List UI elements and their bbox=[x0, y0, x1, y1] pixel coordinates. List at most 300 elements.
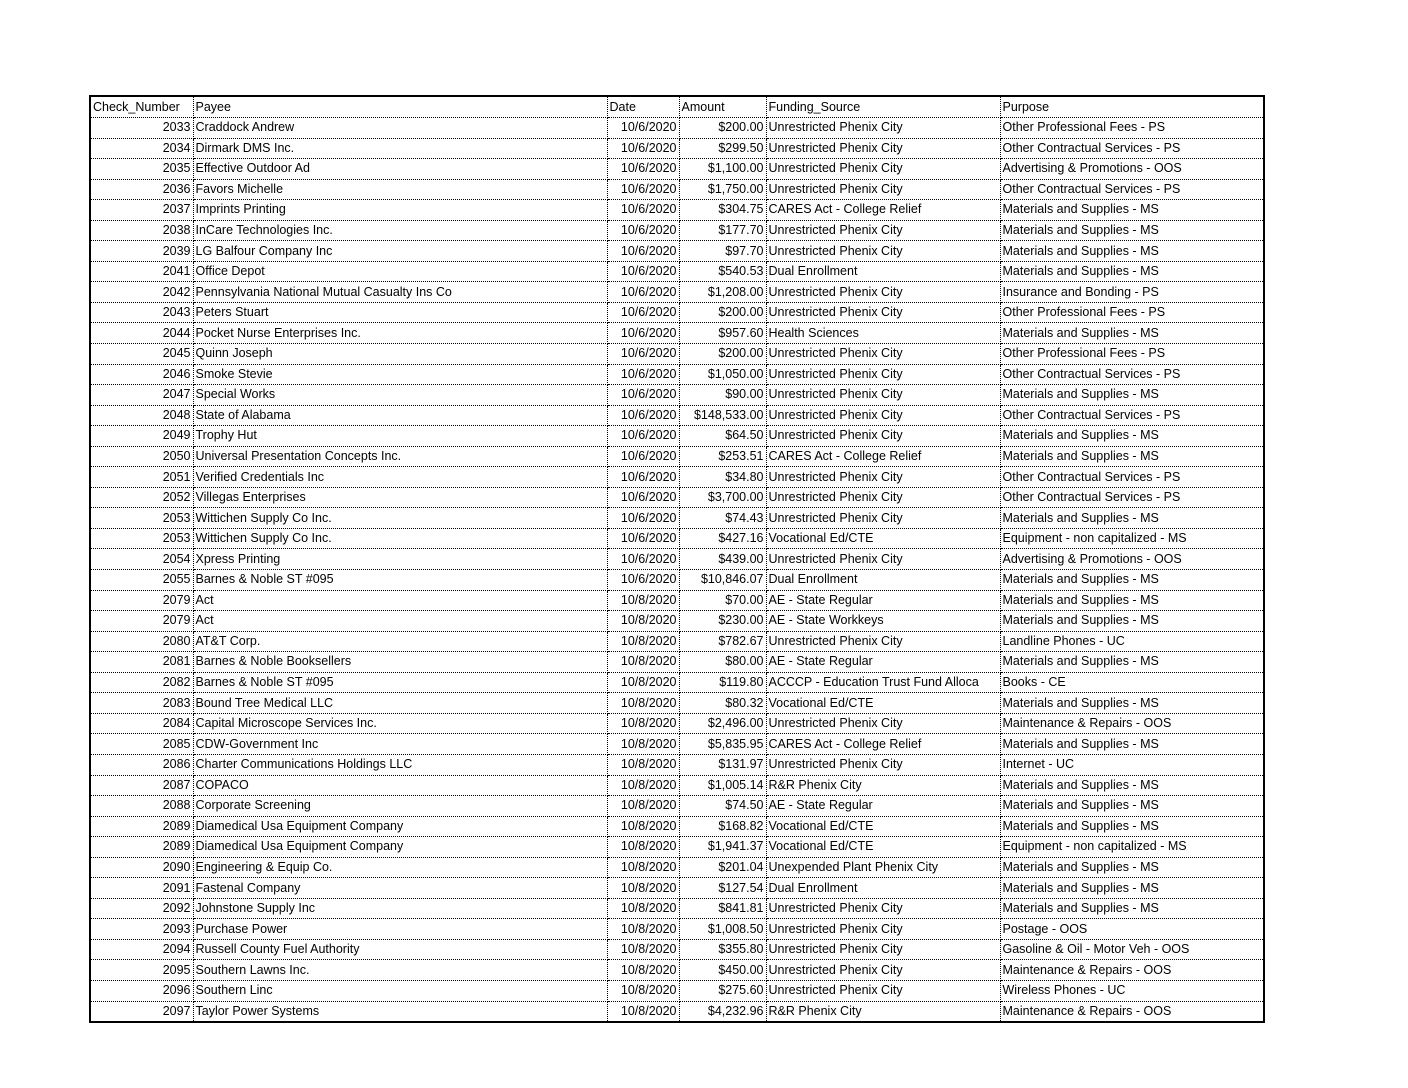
cell-funding-source: Unrestricted Phenix City bbox=[766, 898, 1000, 919]
cell-purpose: Materials and Supplies - MS bbox=[1000, 611, 1263, 632]
cell-purpose: Materials and Supplies - MS bbox=[1000, 446, 1263, 467]
check-register-sheet bbox=[89, 95, 1265, 1023]
cell-date: 10/8/2020 bbox=[607, 734, 679, 755]
cell-date: 10/8/2020 bbox=[607, 857, 679, 878]
cell-funding-source: Vocational Ed/CTE bbox=[766, 837, 1000, 858]
table-row bbox=[91, 796, 1263, 817]
header-funding-source: Funding_Source bbox=[766, 97, 1000, 118]
cell-date: 10/6/2020 bbox=[607, 508, 679, 529]
cell-purpose: Materials and Supplies - MS bbox=[1000, 426, 1263, 447]
table-row bbox=[91, 241, 1263, 262]
cell-purpose: Materials and Supplies - MS bbox=[1000, 775, 1263, 796]
table-row bbox=[91, 837, 1263, 858]
header-payee: Payee bbox=[193, 97, 607, 118]
cell-payee: Special Works bbox=[193, 385, 607, 406]
cell-check-number: 2089 bbox=[91, 837, 193, 858]
cell-amount: $1,750.00 bbox=[679, 179, 766, 200]
cell-date: 10/6/2020 bbox=[607, 220, 679, 241]
cell-funding-source: Unrestricted Phenix City bbox=[766, 508, 1000, 529]
cell-check-number: 2039 bbox=[91, 241, 193, 262]
cell-funding-source: AE - State Regular bbox=[766, 590, 1000, 611]
table-row bbox=[91, 364, 1263, 385]
cell-date: 10/6/2020 bbox=[607, 200, 679, 221]
table-row bbox=[91, 652, 1263, 673]
cell-funding-source: CARES Act - College Relief bbox=[766, 200, 1000, 221]
table-row bbox=[91, 734, 1263, 755]
cell-payee: Dirmark DMS Inc. bbox=[193, 138, 607, 159]
cell-payee: Taylor Power Systems bbox=[193, 1001, 607, 1021]
cell-amount: $841.81 bbox=[679, 898, 766, 919]
cell-check-number: 2083 bbox=[91, 693, 193, 714]
cell-amount: $355.80 bbox=[679, 939, 766, 960]
cell-check-number: 2041 bbox=[91, 261, 193, 282]
table-row bbox=[91, 344, 1263, 365]
table-row bbox=[91, 200, 1263, 221]
cell-date: 10/8/2020 bbox=[607, 878, 679, 899]
cell-amount: $90.00 bbox=[679, 385, 766, 406]
cell-amount: $10,846.07 bbox=[679, 570, 766, 591]
cell-date: 10/8/2020 bbox=[607, 672, 679, 693]
cell-payee: Act bbox=[193, 611, 607, 632]
cell-amount: $97.70 bbox=[679, 241, 766, 262]
cell-payee: Imprints Printing bbox=[193, 200, 607, 221]
cell-payee: CDW-Government Inc bbox=[193, 734, 607, 755]
table-row bbox=[91, 939, 1263, 960]
cell-purpose: Materials and Supplies - MS bbox=[1000, 693, 1263, 714]
table-row bbox=[91, 570, 1263, 591]
cell-amount: $200.00 bbox=[679, 302, 766, 323]
cell-check-number: 2079 bbox=[91, 611, 193, 632]
cell-purpose: Materials and Supplies - MS bbox=[1000, 385, 1263, 406]
cell-payee: Villegas Enterprises bbox=[193, 487, 607, 508]
cell-check-number: 2038 bbox=[91, 220, 193, 241]
cell-amount: $148,533.00 bbox=[679, 405, 766, 426]
cell-check-number: 2090 bbox=[91, 857, 193, 878]
cell-amount: $34.80 bbox=[679, 467, 766, 488]
cell-funding-source: Unrestricted Phenix City bbox=[766, 405, 1000, 426]
cell-funding-source: AE - State Workkeys bbox=[766, 611, 1000, 632]
cell-amount: $4,232.96 bbox=[679, 1001, 766, 1021]
cell-date: 10/8/2020 bbox=[607, 631, 679, 652]
cell-payee: Pocket Nurse Enterprises Inc. bbox=[193, 323, 607, 344]
cell-amount: $540.53 bbox=[679, 261, 766, 282]
cell-purpose: Advertising & Promotions - OOS bbox=[1000, 159, 1263, 180]
cell-check-number: 2049 bbox=[91, 426, 193, 447]
cell-funding-source: Unrestricted Phenix City bbox=[766, 713, 1000, 734]
header-row bbox=[91, 97, 1263, 118]
cell-payee: Peters Stuart bbox=[193, 302, 607, 323]
table-row bbox=[91, 426, 1263, 447]
cell-funding-source: Unrestricted Phenix City bbox=[766, 939, 1000, 960]
cell-payee: Effective Outdoor Ad bbox=[193, 159, 607, 180]
cell-amount: $80.32 bbox=[679, 693, 766, 714]
cell-amount: $70.00 bbox=[679, 590, 766, 611]
cell-check-number: 2079 bbox=[91, 590, 193, 611]
header-amount: Amount bbox=[679, 97, 766, 118]
cell-date: 10/6/2020 bbox=[607, 570, 679, 591]
cell-purpose: Materials and Supplies - MS bbox=[1000, 816, 1263, 837]
cell-payee: COPACO bbox=[193, 775, 607, 796]
cell-payee: Favors Michelle bbox=[193, 179, 607, 200]
cell-check-number: 2044 bbox=[91, 323, 193, 344]
table-row bbox=[91, 508, 1263, 529]
cell-purpose: Landline Phones - UC bbox=[1000, 631, 1263, 652]
cell-purpose: Maintenance & Repairs - OOS bbox=[1000, 713, 1263, 734]
cell-purpose: Other Contractual Services - PS bbox=[1000, 179, 1263, 200]
cell-purpose: Materials and Supplies - MS bbox=[1000, 734, 1263, 755]
cell-amount: $1,005.14 bbox=[679, 775, 766, 796]
cell-check-number: 2085 bbox=[91, 734, 193, 755]
cell-date: 10/6/2020 bbox=[607, 241, 679, 262]
cell-purpose: Materials and Supplies - MS bbox=[1000, 241, 1263, 262]
cell-amount: $275.60 bbox=[679, 980, 766, 1001]
cell-payee: Corporate Screening bbox=[193, 796, 607, 817]
cell-amount: $119.80 bbox=[679, 672, 766, 693]
cell-payee: Universal Presentation Concepts Inc. bbox=[193, 446, 607, 467]
cell-funding-source: Health Sciences bbox=[766, 323, 1000, 344]
cell-payee: Johnstone Supply Inc bbox=[193, 898, 607, 919]
cell-payee: Wittichen Supply Co Inc. bbox=[193, 528, 607, 549]
cell-date: 10/8/2020 bbox=[607, 837, 679, 858]
cell-purpose: Postage - OOS bbox=[1000, 919, 1263, 940]
cell-payee: Verified Credentials Inc bbox=[193, 467, 607, 488]
table-row bbox=[91, 179, 1263, 200]
cell-payee: Pennsylvania National Mutual Casualty Ins Co bbox=[193, 282, 607, 303]
cell-amount: $2,496.00 bbox=[679, 713, 766, 734]
cell-payee: Quinn Joseph bbox=[193, 344, 607, 365]
cell-date: 10/6/2020 bbox=[607, 446, 679, 467]
cell-date: 10/8/2020 bbox=[607, 590, 679, 611]
cell-check-number: 2055 bbox=[91, 570, 193, 591]
table-row bbox=[91, 220, 1263, 241]
cell-funding-source: Vocational Ed/CTE bbox=[766, 693, 1000, 714]
cell-purpose: Other Contractual Services - PS bbox=[1000, 467, 1263, 488]
cell-date: 10/6/2020 bbox=[607, 323, 679, 344]
cell-funding-source: Unrestricted Phenix City bbox=[766, 302, 1000, 323]
cell-date: 10/6/2020 bbox=[607, 405, 679, 426]
cell-date: 10/6/2020 bbox=[607, 282, 679, 303]
cell-check-number: 2089 bbox=[91, 816, 193, 837]
cell-purpose: Materials and Supplies - MS bbox=[1000, 590, 1263, 611]
cell-amount: $168.82 bbox=[679, 816, 766, 837]
cell-date: 10/6/2020 bbox=[607, 426, 679, 447]
cell-check-number: 2047 bbox=[91, 385, 193, 406]
cell-check-number: 2042 bbox=[91, 282, 193, 303]
cell-amount: $253.51 bbox=[679, 446, 766, 467]
cell-check-number: 2037 bbox=[91, 200, 193, 221]
cell-purpose: Materials and Supplies - MS bbox=[1000, 508, 1263, 529]
cell-check-number: 2043 bbox=[91, 302, 193, 323]
cell-funding-source: Unrestricted Phenix City bbox=[766, 980, 1000, 1001]
cell-check-number: 2053 bbox=[91, 508, 193, 529]
cell-amount: $1,208.00 bbox=[679, 282, 766, 303]
cell-purpose: Maintenance & Repairs - OOS bbox=[1002, 1003, 1172, 1018]
cell-funding-source: AE - State Regular bbox=[766, 796, 1000, 817]
table-row bbox=[91, 549, 1263, 570]
cell-funding-source: R&R Phenix City bbox=[766, 775, 1000, 796]
cell-funding-source: Unrestricted Phenix City bbox=[766, 426, 1000, 447]
cell-purpose: Insurance and Bonding - PS bbox=[1000, 282, 1263, 303]
cell-purpose: Other Contractual Services - PS bbox=[1000, 405, 1263, 426]
cell-date: 10/8/2020 bbox=[607, 775, 679, 796]
cell-amount: $304.75 bbox=[679, 200, 766, 221]
table-row bbox=[91, 590, 1263, 611]
cell-amount: $64.50 bbox=[679, 426, 766, 447]
cell-date: 10/8/2020 bbox=[607, 713, 679, 734]
cell-check-number: 2080 bbox=[91, 631, 193, 652]
cell-date: 10/8/2020 bbox=[607, 754, 679, 775]
cell-funding-source: Unrestricted Phenix City bbox=[766, 754, 1000, 775]
cell-funding-source: Vocational Ed/CTE bbox=[766, 528, 1000, 549]
table-row bbox=[91, 282, 1263, 303]
cell-payee: AT&T Corp. bbox=[193, 631, 607, 652]
cell-amount: $200.00 bbox=[679, 344, 766, 365]
cell-funding-source: Dual Enrollment bbox=[766, 570, 1000, 591]
cell-purpose: Maintenance & Repairs - OOS bbox=[1000, 960, 1263, 981]
table-row bbox=[91, 754, 1263, 775]
table-row bbox=[91, 323, 1263, 344]
cell-date: 10/6/2020 bbox=[607, 385, 679, 406]
cell-check-number: 2093 bbox=[91, 919, 193, 940]
cell-funding-source: Unrestricted Phenix City bbox=[766, 344, 1000, 365]
cell-purpose: Materials and Supplies - MS bbox=[1000, 857, 1263, 878]
cell-payee: Office Depot bbox=[193, 261, 607, 282]
header-date: Date bbox=[607, 97, 679, 118]
cell-payee: Barnes & Noble ST #095 bbox=[193, 570, 607, 591]
cell-payee: Purchase Power bbox=[193, 919, 607, 940]
cell-date: 10/8/2020 bbox=[607, 1001, 679, 1021]
table-row bbox=[91, 528, 1263, 549]
cell-purpose: Materials and Supplies - MS bbox=[1000, 220, 1263, 241]
cell-purpose: Wireless Phones - UC bbox=[1000, 980, 1263, 1001]
table-row bbox=[91, 693, 1263, 714]
cell-funding-source: Unrestricted Phenix City bbox=[766, 220, 1000, 241]
table-row bbox=[91, 980, 1263, 1001]
cell-check-number: 2046 bbox=[91, 364, 193, 385]
cell-amount: $957.60 bbox=[679, 323, 766, 344]
table-row bbox=[91, 159, 1263, 180]
cell-purpose: Equipment - non capitalized - MS bbox=[1000, 837, 1263, 858]
cell-check-number: 2081 bbox=[91, 652, 193, 673]
table-row bbox=[91, 138, 1263, 159]
cell-check-number: 2096 bbox=[91, 980, 193, 1001]
table-row bbox=[91, 1001, 1263, 1021]
cell-date: 10/6/2020 bbox=[607, 487, 679, 508]
cell-purpose: Materials and Supplies - MS bbox=[1000, 200, 1263, 221]
cell-check-number: 2084 bbox=[91, 713, 193, 734]
table-row bbox=[91, 878, 1263, 899]
cell-amount: $299.50 bbox=[679, 138, 766, 159]
cell-payee: Bound Tree Medical LLC bbox=[193, 693, 607, 714]
cell-amount: $450.00 bbox=[679, 960, 766, 981]
table-row bbox=[91, 467, 1263, 488]
cell-date: 10/6/2020 bbox=[607, 159, 679, 180]
cell-payee: Xpress Printing bbox=[193, 549, 607, 570]
cell-funding-source: Unrestricted Phenix City bbox=[766, 159, 1000, 180]
cell-check-number: 2087 bbox=[91, 775, 193, 796]
cell-funding-source: Vocational Ed/CTE bbox=[766, 816, 1000, 837]
cell-purpose: Other Professional Fees - PS bbox=[1000, 344, 1263, 365]
cell-funding-source: ACCCP - Education Trust Fund Alloca bbox=[766, 672, 1000, 693]
cell-purpose: Other Contractual Services - PS bbox=[1000, 487, 1263, 508]
cell-funding-source: Unrestricted Phenix City bbox=[766, 118, 1000, 139]
cell-funding-source: Unrestricted Phenix City bbox=[766, 487, 1000, 508]
cell-check-number: 2034 bbox=[91, 138, 193, 159]
cell-purpose: Books - CE bbox=[1000, 672, 1263, 693]
cell-funding-source: Unrestricted Phenix City bbox=[766, 282, 1000, 303]
cell-funding-source: R&R Phenix City bbox=[766, 1001, 1000, 1021]
cell-amount: $200.00 bbox=[679, 118, 766, 139]
cell-amount: $427.16 bbox=[679, 528, 766, 549]
cell-date: 10/6/2020 bbox=[607, 261, 679, 282]
cell-payee: Diamedical Usa Equipment Company bbox=[193, 837, 607, 858]
cell-purpose: Internet - UC bbox=[1000, 754, 1263, 775]
cell-date: 10/8/2020 bbox=[607, 796, 679, 817]
cell-purpose: Materials and Supplies - MS bbox=[1000, 323, 1263, 344]
table-row bbox=[91, 385, 1263, 406]
cell-funding-source: Unrestricted Phenix City bbox=[766, 241, 1000, 262]
table-row bbox=[91, 261, 1263, 282]
cell-payee: Engineering & Equip Co. bbox=[193, 857, 607, 878]
cell-payee: State of Alabama bbox=[193, 405, 607, 426]
cell-date: 10/8/2020 bbox=[607, 693, 679, 714]
cell-check-number: 2036 bbox=[91, 179, 193, 200]
cell-amount: $74.43 bbox=[679, 508, 766, 529]
table-row bbox=[91, 672, 1263, 693]
cell-amount: $3,700.00 bbox=[679, 487, 766, 508]
cell-funding-source: Unrestricted Phenix City bbox=[766, 549, 1000, 570]
table-row bbox=[91, 487, 1263, 508]
cell-check-number: 2082 bbox=[91, 672, 193, 693]
cell-payee: Barnes & Noble ST #095 bbox=[193, 672, 607, 693]
table-row bbox=[91, 446, 1263, 467]
cell-amount: $439.00 bbox=[679, 549, 766, 570]
cell-check-number: 2091 bbox=[91, 878, 193, 899]
cell-date: 10/6/2020 bbox=[607, 302, 679, 323]
cell-date: 10/8/2020 bbox=[607, 980, 679, 1001]
cell-payee: Charter Communications Holdings LLC bbox=[193, 754, 607, 775]
cell-date: 10/8/2020 bbox=[607, 939, 679, 960]
cell-purpose: Other Professional Fees - PS bbox=[1000, 118, 1263, 139]
cell-amount: $201.04 bbox=[679, 857, 766, 878]
table-row bbox=[91, 611, 1263, 632]
table-row bbox=[91, 898, 1263, 919]
cell-payee: Southern Linc bbox=[193, 980, 607, 1001]
cell-funding-source: Dual Enrollment bbox=[766, 261, 1000, 282]
cell-purpose: Materials and Supplies - MS bbox=[1000, 652, 1263, 673]
cell-check-number: 2033 bbox=[91, 118, 193, 139]
cell-payee: Wittichen Supply Co Inc. bbox=[193, 508, 607, 529]
cell-purpose: Other Professional Fees - PS bbox=[1000, 302, 1263, 323]
cell-funding-source: CARES Act - College Relief bbox=[766, 446, 1000, 467]
cell-payee: Barnes & Noble Booksellers bbox=[193, 652, 607, 673]
cell-amount: $80.00 bbox=[679, 652, 766, 673]
cell-funding-source: Unexpended Plant Phenix City bbox=[766, 857, 1000, 878]
cell-date: 10/8/2020 bbox=[607, 898, 679, 919]
cell-purpose: Other Contractual Services - PS bbox=[1000, 364, 1263, 385]
cell-date: 10/8/2020 bbox=[607, 919, 679, 940]
cell-payee: Southern Lawns Inc. bbox=[193, 960, 607, 981]
cell-check-number: 2035 bbox=[91, 159, 193, 180]
cell-payee: Craddock Andrew bbox=[193, 118, 607, 139]
cell-funding-source: Dual Enrollment bbox=[766, 878, 1000, 899]
cell-amount: $230.00 bbox=[679, 611, 766, 632]
cell-check-number: 2054 bbox=[91, 549, 193, 570]
cell-date: 10/6/2020 bbox=[607, 179, 679, 200]
cell-date: 10/6/2020 bbox=[607, 549, 679, 570]
cell-check-number: 2045 bbox=[91, 344, 193, 365]
cell-amount: $782.67 bbox=[679, 631, 766, 652]
cell-funding-source: Unrestricted Phenix City bbox=[766, 364, 1000, 385]
cell-check-number: 2088 bbox=[91, 796, 193, 817]
cell-payee: Russell County Fuel Authority bbox=[193, 939, 607, 960]
cell-amount: $74.50 bbox=[679, 796, 766, 817]
cell-payee: LG Balfour Company Inc bbox=[193, 241, 607, 262]
cell-payee: Trophy Hut bbox=[193, 426, 607, 447]
table-row bbox=[91, 118, 1263, 139]
table-row bbox=[91, 631, 1263, 652]
cell-funding-source: Unrestricted Phenix City bbox=[766, 138, 1000, 159]
cell-purpose: Advertising & Promotions - OOS bbox=[1000, 549, 1263, 570]
table-row bbox=[91, 960, 1263, 981]
cell-funding-source: CARES Act - College Relief bbox=[766, 734, 1000, 755]
cell-purpose: Materials and Supplies - MS bbox=[1000, 570, 1263, 591]
cell-date: 10/6/2020 bbox=[607, 528, 679, 549]
cell-date: 10/6/2020 bbox=[607, 344, 679, 365]
cell-amount: $1,941.37 bbox=[679, 837, 766, 858]
cell-date: 10/6/2020 bbox=[607, 118, 679, 139]
table-row bbox=[91, 302, 1263, 323]
cell-amount: $1,100.00 bbox=[679, 159, 766, 180]
table-row bbox=[91, 775, 1263, 796]
cell-payee: InCare Technologies Inc. bbox=[193, 220, 607, 241]
cell-check-number: 2095 bbox=[91, 960, 193, 981]
cell-date: 10/8/2020 bbox=[607, 816, 679, 837]
cell-date: 10/6/2020 bbox=[607, 467, 679, 488]
cell-check-number: 2086 bbox=[91, 754, 193, 775]
cell-check-number: 2048 bbox=[91, 405, 193, 426]
cell-payee: Fastenal Company bbox=[193, 878, 607, 899]
cell-amount: $177.70 bbox=[679, 220, 766, 241]
cell-amount: $5,835.95 bbox=[679, 734, 766, 755]
cell-date: 10/8/2020 bbox=[607, 652, 679, 673]
cell-check-number: 2097 bbox=[91, 1001, 193, 1021]
table-body bbox=[91, 118, 1263, 1022]
cell-check-number: 2050 bbox=[91, 446, 193, 467]
cell-amount: $1,050.00 bbox=[679, 364, 766, 385]
table-row bbox=[91, 857, 1263, 878]
table-row bbox=[91, 816, 1263, 837]
cell-purpose: Gasoline & Oil - Motor Veh - OOS bbox=[1000, 939, 1263, 960]
cell-check-number: 2094 bbox=[91, 939, 193, 960]
cell-amount: $131.97 bbox=[679, 754, 766, 775]
cell-purpose: Other Contractual Services - PS bbox=[1000, 138, 1263, 159]
check-register-table bbox=[91, 97, 1263, 1021]
cell-funding-source: Unrestricted Phenix City bbox=[766, 467, 1000, 488]
cell-date: 10/8/2020 bbox=[607, 960, 679, 981]
cell-amount: $1,008.50 bbox=[679, 919, 766, 940]
table-row bbox=[91, 405, 1263, 426]
cell-amount: $127.54 bbox=[679, 878, 766, 899]
cell-purpose: Equipment - non capitalized - MS bbox=[1000, 528, 1263, 549]
table-row bbox=[91, 919, 1263, 940]
cell-funding-source: Unrestricted Phenix City bbox=[766, 385, 1000, 406]
cell-date: 10/6/2020 bbox=[607, 364, 679, 385]
cell-check-number: 2051 bbox=[91, 467, 193, 488]
cell-purpose: Materials and Supplies - MS bbox=[1000, 261, 1263, 282]
cell-check-number: 2052 bbox=[91, 487, 193, 508]
cell-funding-source: Unrestricted Phenix City bbox=[766, 179, 1000, 200]
